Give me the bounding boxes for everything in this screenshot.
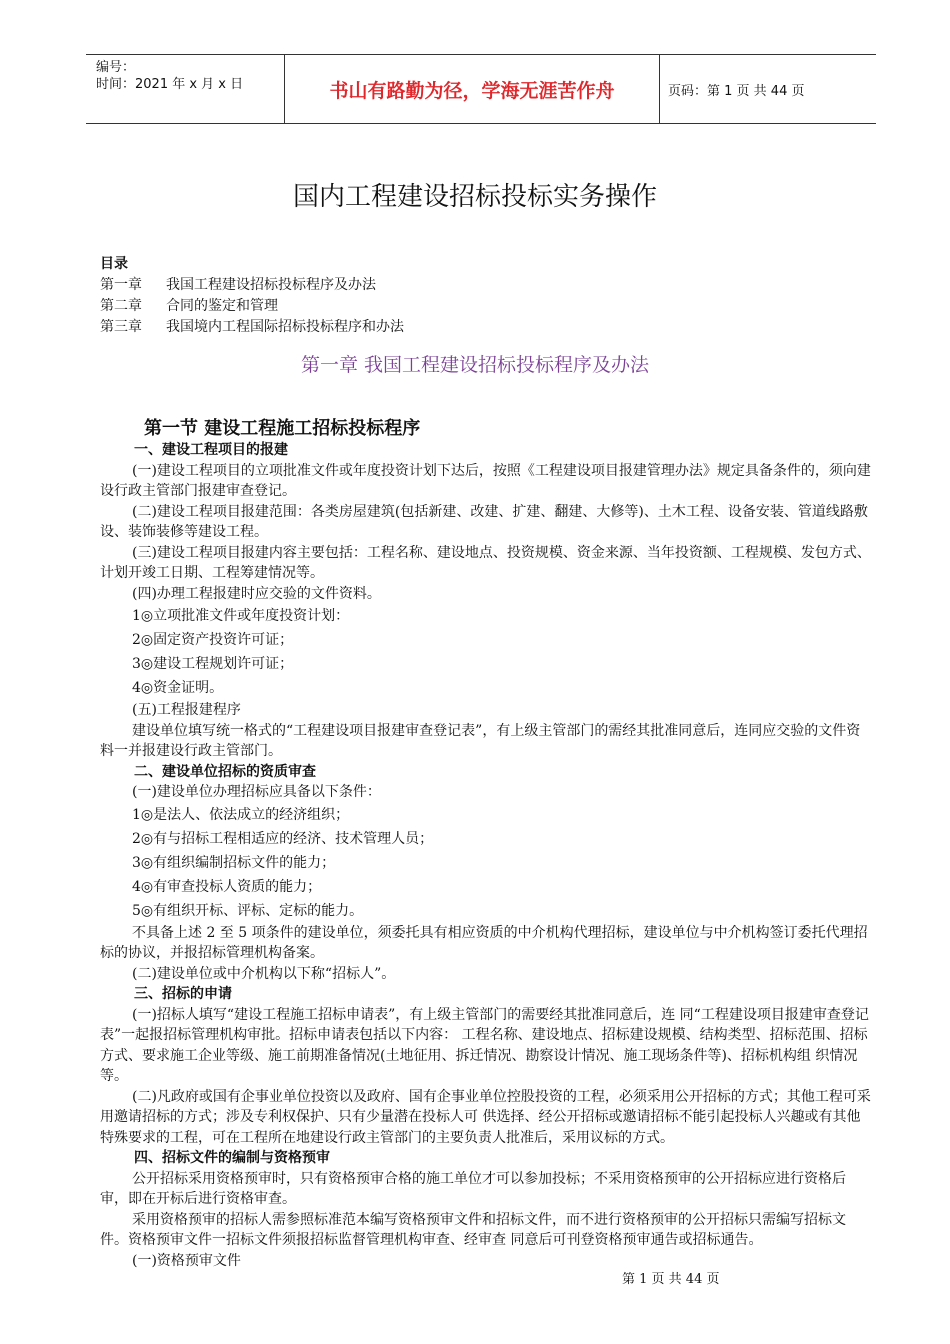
paragraph: (一)建设工程项目的立项批准文件或年度投资计划下达后，按照《工程建设项目报建管理办法》规定具备条件的，须向建设行政主管部门报建审查登记。	[100, 462, 871, 499]
page-footer: 第 1 页 共 44 页	[622, 1272, 720, 1287]
list-item: 1◎是法人、依法成立的经济组织；	[132, 806, 350, 823]
paragraph: 采用资格预审的招标人需参照标准范本编写资格预审文件和招标文件，而不进行资格预审的公开招标只需编写招标文件。资格预审文件一招标文件须报招标监督管理机构审查、经审查 同意后可刊登资格预审通告或招标通告。	[100, 1211, 846, 1248]
paragraph: (二)建设单位或中介机构以下称“招标人”。	[132, 965, 396, 982]
toc-item-number: 第一章	[100, 277, 142, 293]
list-item: 2◎有与招标工程相适应的经济、技术管理人员；	[132, 830, 434, 847]
page-header	[86, 54, 876, 124]
number-label: 编号：	[96, 60, 136, 75]
paragraph: (三)建设工程项目报建内容主要包括：工程名称、建设地点、投资规模、资金来源、当年投资额、工程规模、发包方式、计划开竣工日期、工程筹建情况等。	[100, 544, 871, 581]
paragraph: 建设单位填写统一格式的“工程建设项目报建审查登记表”，有上级主管部门的需经其批准同意后，连同应交验的文件资料一并报建设行政主管部门。	[100, 722, 861, 759]
subheading: 四、招标文件的编制与资格预审	[134, 1150, 330, 1166]
toc-item-number: 第二章	[100, 298, 142, 314]
header-motto: 书山有路勤为径，学海无涯苦作舟	[284, 55, 660, 123]
document-body	[100, 440, 872, 1271]
toc-item[interactable]	[100, 317, 404, 338]
list-item: 4◎资金证明。	[132, 680, 224, 696]
list-item: 1◎立项批准文件或年度投资计划：	[132, 608, 350, 624]
list-item: 4◎有审查投标人资质的能力；	[132, 878, 322, 895]
toc-item-text: 合同的鉴定和管理	[166, 298, 278, 314]
paragraph: (二)建设工程项目报建范围：各类房屋建筑(包括新建、改建、扩建、翻建、大修等)、土木工程、设备安装、管道线路敷设、装饰装修等建设工程。	[100, 503, 868, 540]
list-item: 5◎有组织开标、评标、定标的能力。	[132, 902, 364, 919]
toc-item[interactable]	[100, 275, 404, 296]
toc-item-number: 第三章	[100, 319, 142, 335]
paragraph: (一)建设单位办理招标应具备以下条件：	[132, 784, 381, 800]
chapter-heading: 第一章 我国工程建设招标投标程序及办法	[300, 354, 650, 376]
paragraph: 公开招标采用资格预审时，只有资格预审合格的施工单位才可以参加投标；不采用资格预审的公开招标应进行资格后审，即在开标后进行资格审查。	[100, 1170, 846, 1207]
paragraph: (四)办理工程报建时应交验的文件资料。	[132, 585, 381, 602]
toc-item[interactable]	[100, 296, 404, 317]
list-item: 2◎固定资产投资许可证；	[132, 632, 294, 648]
toc-item-text: 我国境内工程国际招标投标程序和办法	[166, 319, 404, 335]
paragraph: 不具备上述 2 至 5 项条件的建设单位，须委托具有相应资质的中介机构代理招标，建设单位与中介机构签订委托代理招标的协议，并报招标管理机构备案。	[100, 924, 868, 961]
toc-heading: 目录	[100, 256, 128, 272]
header-meta	[96, 59, 282, 93]
list-item: 3◎有组织编制招标文件的能力；	[132, 854, 336, 871]
header-page-info: 页码：第 1 页 共 44 页	[668, 83, 805, 99]
paragraph: (一)招标人填写“建设工程施工招标申请表”，有上级主管部门的需要经其批准同意后，连 同“工程建设项目报建审查登记表”一起报招标管理机构审批。招标申请表包括以下内容： 工程名称、建设地点、招标建设规模、结构类型、招标范围、招标方式、要求施工企业等级、施工前期准备情况(土地征用、拆迁情况、勘察设计情况、施工现场条件等)、招标机构组 织情况等。	[100, 1006, 869, 1084]
paragraph: (五)工程报建程序	[132, 702, 241, 718]
subheading: 一、建设工程项目的报建	[134, 442, 288, 458]
date-label: 时间：2021 年 x 月 x 日	[96, 77, 244, 92]
subheading: 三、招标的申请	[134, 986, 232, 1002]
document-title: 国内工程建设招标投标实务操作	[292, 182, 657, 212]
paragraph: (二)凡政府或国有企事业单位投资以及政府、国有企事业单位控股投资的工程，必须采用公开招标的方式；其他工程可采用邀请招标的方式；涉及专利权保护、只有少量潜在投标人可 供选择、经公开招标或邀请招标不能引起投标人兴趣或有其他特殊要求的工程，可在工程所在地建设行政主管部门的主要负责人批准后，采用议标的方式。	[100, 1088, 871, 1146]
paragraph: (一)资格预审文件	[132, 1252, 241, 1269]
table-of-contents	[100, 254, 404, 338]
list-item: 3◎建设工程规划许可证；	[132, 656, 294, 672]
subheading: 二、建设单位招标的资质审查	[134, 763, 316, 780]
section-heading: 第一节 建设工程施工招标投标程序	[144, 418, 421, 439]
toc-item-text: 我国工程建设招标投标程序及办法	[166, 277, 376, 293]
